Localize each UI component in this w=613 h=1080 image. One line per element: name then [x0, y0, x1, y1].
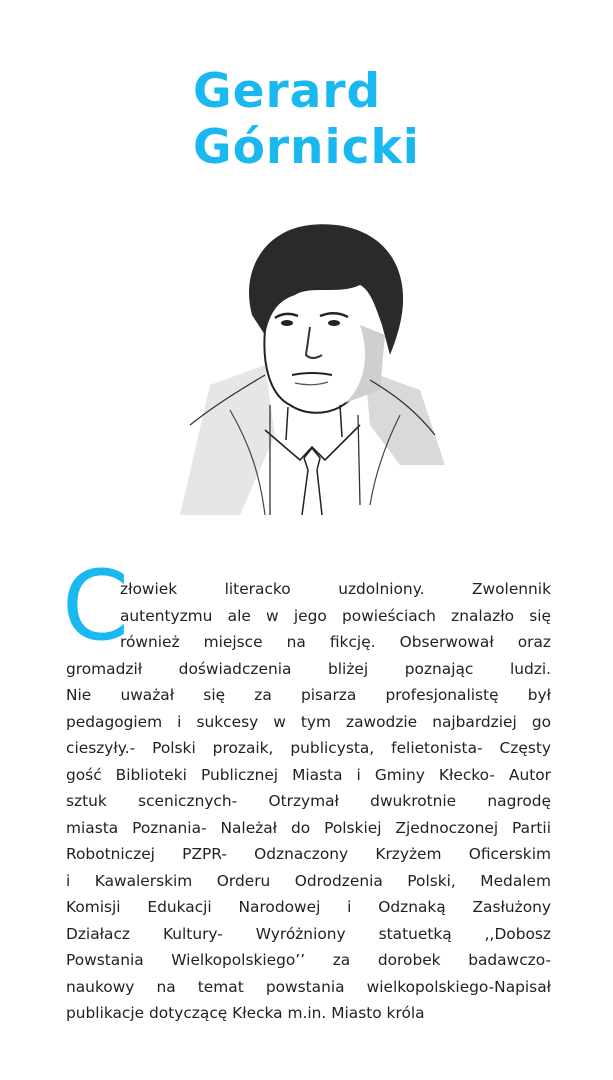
- title-last-name: Górnicki: [193, 120, 420, 175]
- bio-line: sztuk scenicznych- Otrzymał dwukrotnie nagrodę: [66, 792, 551, 810]
- bio-line: miasta Poznania- Należał do Polskiej Zjednoczonej Partii: [66, 818, 551, 837]
- face-outline: [264, 330, 380, 413]
- bio-line: Komisji Edukacji Narodowej i Odznaką Zasłużony: [66, 898, 551, 916]
- collar: [265, 425, 360, 460]
- bio-line: Nie uważał się za pisarza profesjonalistę był: [66, 686, 551, 704]
- bio-line: i Kawalerskim Orderu Odrodzenia Polski, Medalem: [66, 871, 551, 890]
- bio-line: również miejsce na fikcję. Obserwował oraz: [120, 633, 551, 651]
- bio-line: złowiek literacko uzdolniony. Zwolennik: [120, 580, 551, 598]
- bio-line: naukowy na temat powstania wielkopolskiego-Napisał: [66, 977, 551, 996]
- bio-line: Działacz Kultury- Wyróżniony statuetką ,,Dobosz: [66, 924, 551, 943]
- bio-line: Powstania Wielkopolskiego’’ za dorobek badawczo-: [66, 951, 551, 969]
- page-title: [193, 64, 420, 176]
- bio-line: gość Biblioteki Publicznej Miasta i Gminy Kłecko- Autor: [66, 765, 551, 784]
- biography-text: [66, 576, 551, 1027]
- portrait-illustration-icon: [170, 215, 450, 520]
- bio-line: publikacje dotyczącę Kłecka m.in. Miasto króla: [66, 1004, 425, 1022]
- bio-line: autentyzmu ale w jego powieściach znalazło się: [120, 606, 551, 625]
- bio-line: gromadził doświadczenia bliżej poznając ludzi.: [66, 659, 551, 678]
- bio-line: pedagogiem i sukcesy w tym zawodzie najbardziej go: [66, 712, 551, 731]
- tie: [302, 448, 322, 515]
- drop-cap-letter: C: [62, 550, 130, 662]
- bio-line: cieszyły.- Polski prozaik, publicysta, felietonista- Częsty: [66, 739, 551, 757]
- title-first-name: Gerard: [193, 64, 382, 119]
- bio-line: Robotniczej PZPR- Odznaczony Krzyżem Oficerskim: [66, 845, 551, 863]
- jacket-shade-left: [180, 365, 275, 515]
